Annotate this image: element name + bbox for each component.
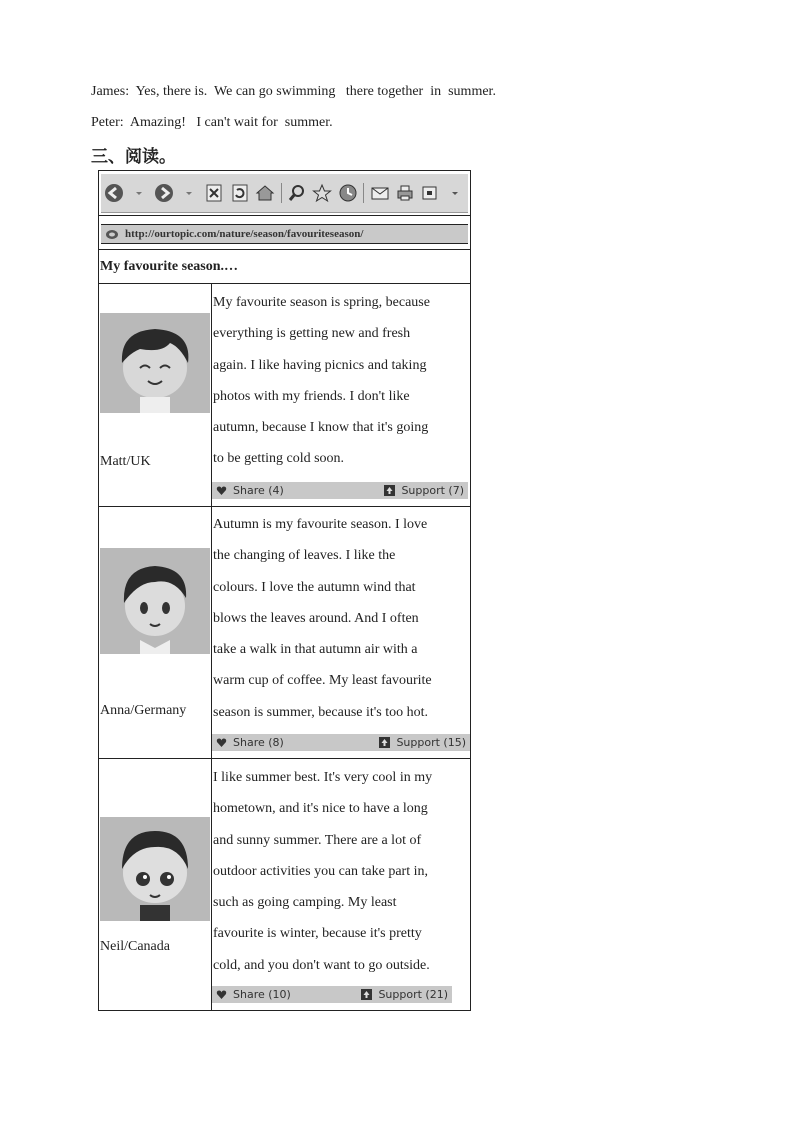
forward-icon[interactable] — [151, 180, 176, 206]
post-text — [213, 287, 463, 475]
post-line: colours. I love the autumn wind that — [213, 579, 416, 595]
post-line: photos with my friends. I don't like — [213, 388, 410, 404]
thumbs-up-icon — [379, 737, 390, 748]
mail-icon[interactable] — [367, 180, 392, 206]
post-line: blows the leaves around. And I often — [213, 610, 419, 626]
post-line: warm cup of coffee. My least favourite — [213, 673, 432, 689]
column-divider — [211, 284, 212, 1011]
post-line: everything is getting new and fresh — [213, 326, 411, 342]
support-count: Support (15) — [396, 736, 466, 749]
support-count: Support (21) — [378, 988, 448, 1001]
edit-icon[interactable] — [418, 180, 443, 206]
browser-toolbar — [101, 174, 468, 213]
divider — [99, 506, 470, 507]
stop-icon[interactable] — [202, 180, 227, 206]
post-line: such as going camping. My least — [213, 895, 397, 911]
divider — [99, 283, 470, 284]
post-line: to be getting cold soon. — [213, 451, 345, 467]
divider — [99, 215, 470, 216]
share-count: Share (10) — [233, 988, 291, 1001]
heart-icon — [216, 737, 227, 748]
post-line: favourite is winter, because it's pretty — [213, 926, 422, 942]
heart-icon — [216, 989, 227, 1000]
section-heading: 三、阅读。 — [91, 147, 176, 167]
dropdown-icon[interactable] — [177, 180, 202, 206]
share-count: Share (4) — [233, 484, 284, 497]
post-line: I like summer best. It's very cool in my — [213, 770, 433, 785]
post-action-bar — [212, 986, 452, 1003]
support-button[interactable] — [357, 988, 452, 1001]
support-count: Support (7) — [401, 484, 464, 497]
history-icon[interactable] — [335, 180, 360, 206]
post-line: autumn, because I know that it's going — [213, 420, 429, 436]
post-line: the changing of leaves. I like the — [213, 548, 396, 564]
post-line: My favourite season is spring, because — [213, 295, 430, 310]
post-line: and sunny summer. There are a lot of — [213, 832, 422, 848]
reading-table — [98, 170, 471, 1011]
post-line: outdoor activities you can take part in, — [213, 863, 428, 879]
thumbs-up-icon — [361, 989, 372, 1000]
post-author: Neil/Canada — [100, 939, 170, 954]
post-action-bar — [212, 482, 468, 499]
page-title: My favourite season.… — [100, 259, 239, 274]
back-icon[interactable] — [101, 180, 126, 206]
dialogue-line-peter: Peter: Amazing! I can't wait for summer. — [91, 115, 333, 130]
support-button[interactable] — [380, 484, 468, 497]
post-author: Anna/Germany — [100, 703, 187, 718]
post-line: again. I like having picnics and taking — [213, 357, 427, 373]
avatar — [100, 548, 210, 654]
avatar — [100, 313, 210, 413]
toolbar-divider — [281, 183, 282, 203]
refresh-icon[interactable] — [227, 180, 252, 206]
dropdown-icon[interactable] — [126, 180, 151, 206]
favorites-icon[interactable] — [310, 180, 335, 206]
url-text[interactable]: http://ourtopic.com/nature/season/favouriteseason/ — [125, 228, 364, 240]
divider — [99, 758, 470, 759]
post-line: take a walk in that autumn air with a — [213, 642, 418, 658]
share-button[interactable] — [212, 736, 288, 749]
page-icon — [105, 229, 119, 240]
post-line: season is summer, because it's too hot. — [213, 704, 429, 720]
print-icon[interactable] — [392, 180, 417, 206]
post-line: hometown, and it's nice to have a long — [213, 801, 428, 817]
post-author: Matt/UK — [100, 454, 151, 469]
post-line: cold, and you don't want to go outside. — [213, 957, 430, 973]
share-button[interactable] — [212, 988, 295, 1001]
post-line: Autumn is my favourite season. I love — [213, 517, 428, 532]
address-bar[interactable] — [101, 224, 468, 244]
toolbar-divider — [363, 183, 364, 203]
search-icon[interactable] — [285, 180, 310, 206]
avatar — [100, 817, 210, 921]
post-text — [213, 762, 463, 981]
post-text — [213, 509, 463, 728]
home-icon[interactable] — [252, 180, 277, 206]
share-count: Share (8) — [233, 736, 284, 749]
support-button[interactable] — [375, 736, 470, 749]
divider — [99, 249, 470, 250]
heart-icon — [216, 485, 227, 496]
post-action-bar — [212, 734, 470, 751]
dialogue-line-james: James: Yes, there is. We can go swimming there together in summer. — [91, 84, 496, 99]
thumbs-up-icon — [384, 485, 395, 496]
dropdown-icon[interactable] — [443, 180, 468, 206]
share-button[interactable] — [212, 484, 288, 497]
